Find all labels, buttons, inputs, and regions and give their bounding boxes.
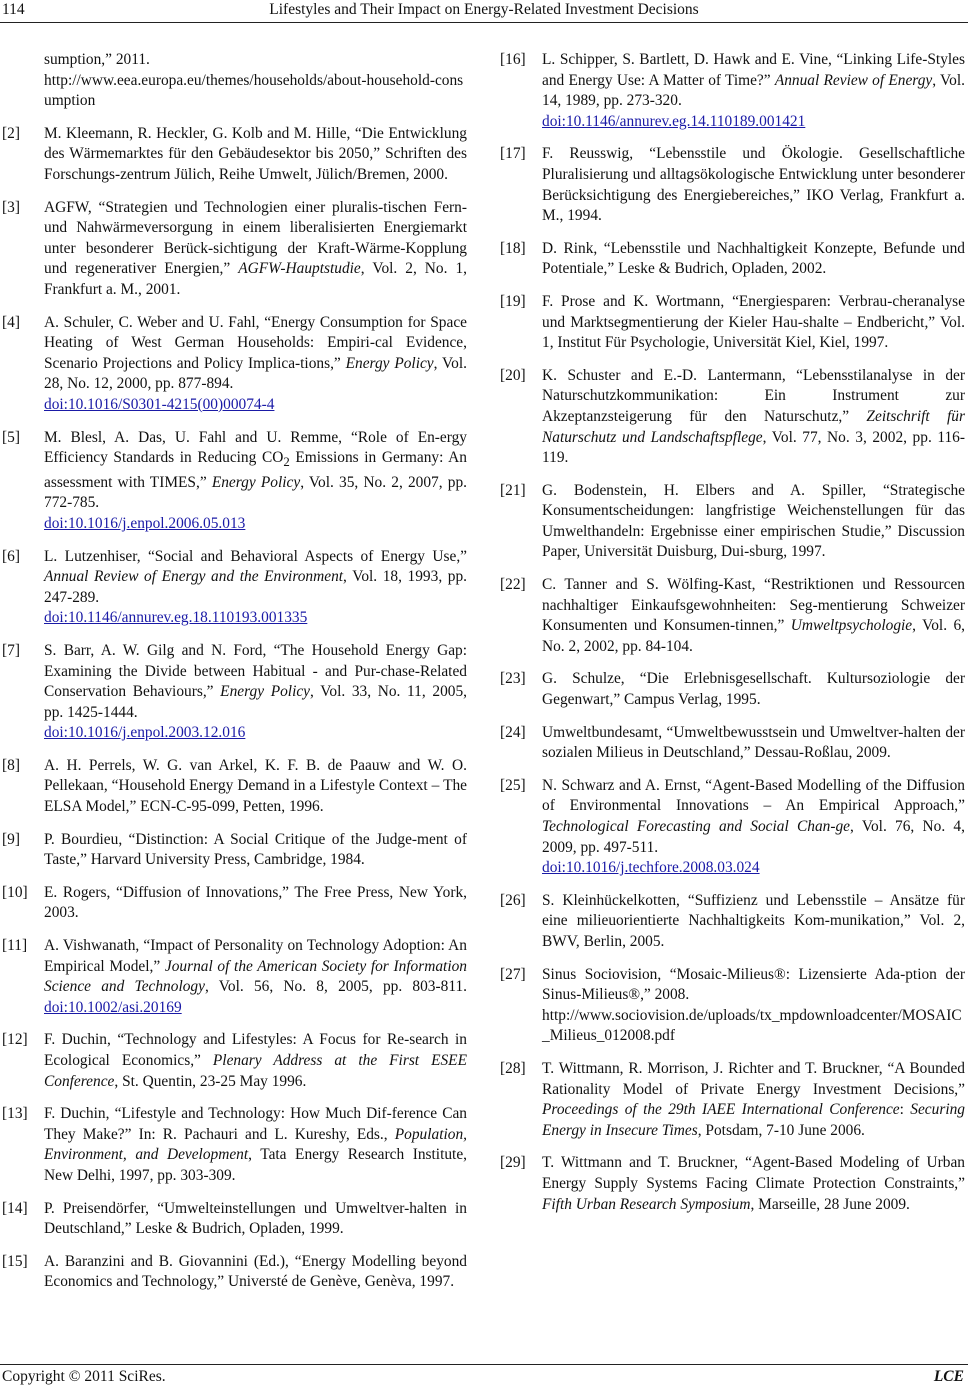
reference-number: [12] xyxy=(2,1031,28,1049)
reference-text xyxy=(542,776,965,858)
reference-source-title: Energy Policy xyxy=(211,473,301,491)
reference-text-segment: C. Tanner and S. Wölfing-Kast, “Restriktionen und Ressourcen nachhaltiger Einkaufsgewohnheiten: Seg-mentierung Schweizer Konsumenten und Konsumen-tinnen,” xyxy=(542,576,965,635)
reference-text xyxy=(542,239,965,280)
reference-text-segment: AGFW, “Strategien und Technologien einer pluralis-tischen Fern- und Nahwärmeversorgung in einem liberalisierten Energiemarkt unter besonderer Berück-sichtigung der Kraft-Wärme-Kopplung und regenerativer Energien,” xyxy=(44,198,467,278)
reference-text-segment: Umweltbundesamt, “Umweltbewusstsein und Umweltver-halten der sozialen Milieus in Deutschland,” Dessau-Roßlau, 2009. xyxy=(542,723,965,762)
reference-number: [3] xyxy=(2,198,20,216)
reference-source-title: Annual Review of Energy xyxy=(774,71,933,89)
reference-url[interactable]: http://www.sociovision.de/uploads/tx_mpdownloadcenter/MOSAIC_Milieus_012008.pdf xyxy=(542,1006,962,1045)
reference-item xyxy=(500,669,965,710)
reference-item xyxy=(2,124,467,186)
reference-number: [24] xyxy=(500,723,526,741)
reference-text xyxy=(44,1030,467,1092)
reference-text-segment: S. Kleinhückelkotten, “Suffizienz und Lebensstile – Ansätze für eine milieuorientierte Nachhaltigkeits Kom-munikation,” Vol. 2, BWV, Berlin, 2005. xyxy=(542,891,965,950)
reference-number: [14] xyxy=(2,1199,28,1217)
reference-source-title: Energy Policy xyxy=(345,354,434,372)
reference-text-segment: M. Kleemann, R. Heckler, G. Kolb and M. Hille, “Die Entwicklung des Wärmemarktes für den Gebäudesektor bis 2050,” Schriften des Forschungs-zentrum Jülich, Reihe Umwelt, Jülich/Bremen, 2000. xyxy=(44,124,467,183)
reference-source-title: Technological Forecasting and Social Chan-ge xyxy=(542,818,851,835)
reference-text-segment: Emissions in Germany: An assessment with TIMES,” xyxy=(44,449,467,491)
reference-item xyxy=(500,481,965,563)
reference-text-segment: T. Wittmann and T. Bruckner, “Agent-Based Modeling of Urban Energy Supply Systems Facing Climate Protection Constraints,” xyxy=(542,1154,965,1192)
doi-link[interactable]: doi:10.1016/j.techfore.2008.03.024 xyxy=(542,859,760,877)
reference-item xyxy=(2,1252,467,1293)
reference-text-segment: P. Preisendörfer, “Umwelteinstellungen und Umweltver-halten in Deutschland,” Leske & Budrich, Opladen, 1999. xyxy=(44,1199,467,1238)
reference-item xyxy=(500,239,965,280)
reference-text xyxy=(44,198,467,301)
reference-number: [22] xyxy=(500,576,526,594)
header-rule xyxy=(0,22,968,23)
reference-number: [2] xyxy=(2,124,20,142)
reference-text xyxy=(44,830,467,871)
reference-item xyxy=(2,1104,467,1186)
reference-text xyxy=(44,641,467,723)
page-header xyxy=(0,0,968,22)
reference-source-title: Plenary Address at the First ESEE Conference xyxy=(44,1052,467,1090)
reference-item xyxy=(2,756,467,818)
reference-number: [7] xyxy=(2,641,20,659)
reference-text-segment: D. Rink, “Lebensstile und Nachhaltigkeit Konzepte, Befunde und Potentiale,” Leske & Budrich, Opladen, 2002. xyxy=(542,239,965,278)
reference-source-title: Fifth Urban Research Symposium xyxy=(542,1195,751,1213)
reference-item xyxy=(500,723,965,764)
reference-number: [20] xyxy=(500,366,526,384)
reference-text-segment: A. Baranzini and B. Giovannini (Ed.), “Energy Modelling beyond Economics and Technology,” Universté de Genève, Genèva, 1997. xyxy=(44,1252,467,1291)
reference-item xyxy=(500,1059,965,1141)
reference-item xyxy=(500,776,965,879)
reference-text-segment: K. Schuster and E.-D. Lantermann, “Lebensstilanalyse in der Naturschutzkommunikation: Ein Instrument zur Akzeptanzsteigerung für den Naturschutz,” xyxy=(542,366,965,425)
reference-text xyxy=(44,1199,467,1240)
reference-text xyxy=(542,481,965,563)
left-column xyxy=(2,50,467,1305)
doi-link[interactable]: doi:10.1002/asi.20169 xyxy=(44,998,182,1016)
reference-item xyxy=(2,547,467,629)
reference-number: [15] xyxy=(2,1252,28,1270)
running-title: Lifestyles and Their Impact on Energy-Related Investment Decisions xyxy=(269,1,699,18)
reference-text xyxy=(542,1153,965,1215)
reference-source-subtitle: Securing Energy in Insecure Times xyxy=(542,1101,965,1139)
reference-source-title: Zeitschrift für Naturschutz und Landschaftspflege xyxy=(542,407,965,446)
reference-item xyxy=(2,198,467,301)
reference-text-segment: , Potsdam, 7-10 June 2006. xyxy=(697,1121,865,1139)
reference-item xyxy=(2,1199,467,1240)
doi-link[interactable]: doi:10.1016/j.enpol.2003.12.016 xyxy=(44,724,246,742)
reference-text-segment: , Tata Energy Research Institute, New Delhi, 1997, pp. 303-309. xyxy=(44,1146,467,1184)
reference-source-title: Umweltpsychologie xyxy=(790,617,913,635)
reference-number: [17] xyxy=(500,145,526,163)
reference-item xyxy=(500,292,965,354)
reference-item xyxy=(2,936,467,1018)
reference-text-segment: , Vol. 33, No. 11, 2005, pp. 1425-1444. xyxy=(44,683,468,721)
journal-abbrev: LCE xyxy=(933,1368,964,1385)
reference-text xyxy=(44,428,467,514)
reference-number: [10] xyxy=(2,883,28,901)
right-reference-list xyxy=(500,50,965,1215)
doi-link[interactable]: doi:10.1146/annurev.eg.18.110193.001335 xyxy=(44,609,308,627)
reference-text-segment: M. Blesl, A. Das, U. Fahl and U. Remme, “Role of En-ergy Efficiency Standards in Reducing CO xyxy=(44,428,467,467)
reference-item xyxy=(2,641,467,744)
reference-item xyxy=(500,891,965,953)
reference-text-segment: P. Bourdieu, “Distinction: A Social Critique of the Judge-ment of Taste,” Harvard University Press, Cambridge, 1984. xyxy=(44,830,467,869)
reference-text-segment: T. Wittmann, R. Morrison, J. Richter and T. Bruckner, “A Bounded Rationality Model of Private Energy Investment Decisions,” xyxy=(542,1059,965,1098)
reference-number: [6] xyxy=(2,547,20,565)
reference-number: [29] xyxy=(500,1154,526,1172)
reference-number: [27] xyxy=(500,965,526,983)
reference-text xyxy=(44,756,467,818)
reference-text-segment: : xyxy=(899,1101,911,1119)
reference-item xyxy=(2,428,467,535)
reference-text-segment: A. Schuler, C. Weber and U. Fahl, “Energy Consumption for Space Heating of West German Households: Empiri-cal Evidence, Scenario Projections and Policy Implica-tions,” xyxy=(44,313,467,372)
reference-text xyxy=(542,965,965,1006)
reference-item xyxy=(500,1153,965,1215)
reference-number: [19] xyxy=(500,292,526,310)
reference-number: [21] xyxy=(500,481,526,499)
reference-item xyxy=(2,830,467,871)
reference-text xyxy=(44,313,467,395)
reference-number: [23] xyxy=(500,670,526,688)
reference-number: [26] xyxy=(500,891,526,909)
reference-number: [8] xyxy=(2,756,20,774)
reference-text xyxy=(542,1059,965,1141)
reference-item xyxy=(500,965,965,1047)
reference-text-segment: A. H. Perrels, W. G. van Arkel, K. F. B. de Paauw and W. O. Pellekaan, “Household Energy Demand in a Lifestyle Context – The ELSA Model,” ECN-C-95-099, Petten, 1996. xyxy=(44,756,467,816)
reference-number: [18] xyxy=(500,239,526,257)
doi-link[interactable]: doi:10.1146/annurev.eg.14.110189.001421 xyxy=(542,112,806,130)
reference-number: [13] xyxy=(2,1105,28,1123)
right-column xyxy=(500,50,965,1227)
reference-text-segment: F. Duchin, “Lifestyle and Technology: How Much Dif-ference Can They Make?” In: R. Pachauri and L. Kureshy, Eds., xyxy=(44,1105,467,1143)
reference-text-segment: G. Schulze, “Die Erlebnisgesellschaft. Kultursoziologie der Gegenwart,” Campus Verlag, 1995. xyxy=(542,670,965,709)
reference-item xyxy=(2,883,467,924)
reference-text-segment: , Vol. 2, No. 1, Frankfurt a. M., 2001. xyxy=(44,260,468,298)
reference-text-segment: , Vol. 77, No. 3, 2002, pp. 116-119. xyxy=(542,428,965,467)
reference-text-segment: , Vol. 76, No. 4, 2009, pp. 497-511. xyxy=(542,818,965,856)
reference-text-segment: , Vol. 18, 1993, pp. 247-289. xyxy=(44,568,467,606)
reference-number: [11] xyxy=(2,937,28,955)
reference-source-title: AGFW-Hauptstudie xyxy=(238,260,361,278)
reference-text-segment: F. Prose and K. Wortmann, “Energiesparen: Verbrau-cheranalyse und Marktsegmentierung der Kieler Hau-shalte – Endbericht,” Vol. 1, Institut Für Psychologie, Universität Kiel, Kiel, 1997. xyxy=(542,292,965,352)
page-footer xyxy=(0,1364,968,1386)
reference-item xyxy=(500,366,965,469)
reference-text xyxy=(44,547,467,609)
reference-source-title: Journal of the American Society for Information Science and Technology xyxy=(44,957,467,996)
reference-text-segment: Sinus Sociovision, “Mosaic-Milieus®: Lizensierte Ada-ption der Sinus-Milieus®,” 2008. xyxy=(542,965,965,1004)
reference-item xyxy=(500,575,965,657)
reference-1-continuation xyxy=(2,50,467,112)
reference-text-segment: G. Bodenstein, H. Elbers and A. Spiller, “Strategische Konsumentscheidungen: langfristige Weichenstellungen für das Umwelthandeln: Ergebnisse einer empirischen Studie,” Discussion Paper, Universität Duisburg, Dui-sburg, 1997. xyxy=(542,481,965,561)
reference-text xyxy=(542,891,965,953)
reference-text: sumption,” 2011. xyxy=(44,51,150,68)
reference-text xyxy=(542,144,965,226)
reference-text xyxy=(44,1104,467,1186)
reference-url[interactable]: http://www.eea.europa.eu/themes/households/about-household-consumption xyxy=(44,71,464,110)
reference-number: [4] xyxy=(2,313,20,331)
reference-text xyxy=(542,669,965,710)
reference-number: [28] xyxy=(500,1059,526,1077)
reference-text xyxy=(542,50,965,112)
reference-text-segment: A. Vishwanath, “Impact of Personality on Technology Adoption: An Empirical Model,” xyxy=(44,937,467,975)
reference-item xyxy=(500,50,965,132)
reference-number: [25] xyxy=(500,776,526,794)
reference-text-segment: , Vol. 6, No. 2, 2002, pp. 84-104. xyxy=(542,617,965,655)
reference-item xyxy=(500,144,965,226)
reference-text xyxy=(542,723,965,764)
reference-text-segment: , St. Quentin, 23-25 May 1996. xyxy=(114,1072,307,1090)
reference-text-segment: E. Rogers, “Diffusion of Innovations,” The Free Press, New York, 2003. xyxy=(44,883,467,922)
reference-number: [9] xyxy=(2,830,20,848)
reference-source-title: Population, Environment, and Development xyxy=(44,1125,467,1164)
page-number: 114 xyxy=(2,1,25,18)
left-reference-list xyxy=(2,124,467,1293)
reference-text xyxy=(44,883,467,924)
reference-text-segment: , Vol. 35, No. 2, 2007, pp. 772-785. xyxy=(44,473,468,512)
doi-link[interactable]: doi:10.1016/S0301-4215(00)00074-4 xyxy=(44,395,275,413)
reference-text-segment: , Marseille, 28 June 2009. xyxy=(750,1195,910,1213)
copyright: Copyright © 2011 SciRes. xyxy=(2,1368,166,1385)
reference-text-segment: S. Barr, A. W. Gilg and N. Ford, “The Household Energy Gap: Examining the Divide between Habitual - and Pur-chase-Related Conservation Behaviours,” xyxy=(44,641,467,701)
reference-text-segment: F. Reusswig, “Lebensstile und Ökologie. Gesellschaftliche Pluralisierung und alltagsökologische Entwicklung unter besonderer Berücksichtigung des Energiebereiches,” IKO Verlag, Frankfurt a. M., 1994. xyxy=(542,145,965,225)
reference-text-segment: L. Lutzenhiser, “Social and Behavioral Aspects of Energy Use,” xyxy=(44,547,467,565)
reference-text xyxy=(542,292,965,354)
reference-source-title: Proceedings of the 29th IAEE International Conference xyxy=(542,1101,900,1119)
footer-rule xyxy=(0,1364,968,1365)
reference-text-segment: , Vol. 28, No. 12, 2000, pp. 877-894. xyxy=(44,354,467,393)
reference-text-segment: , Vol. 56, No. 8, 2005, pp. 803-811. xyxy=(204,978,467,996)
doi-link[interactable]: doi:10.1016/j.enpol.2006.05.013 xyxy=(44,514,246,532)
reference-text-segment: L. Schipper, S. Bartlett, D. Hawk and E. Vine, “Linking Life-Styles and Energy Use: A Matter of Time?” xyxy=(542,51,965,89)
reference-number: [16] xyxy=(500,51,526,68)
reference-source-title: Energy Policy xyxy=(220,683,311,701)
reference-text xyxy=(44,1252,467,1293)
reference-text xyxy=(44,936,467,1018)
subscript: 2 xyxy=(283,455,290,470)
reference-text xyxy=(542,575,965,657)
reference-source-title: Annual Review of Energy and the Environment xyxy=(44,568,344,586)
reference-number: [5] xyxy=(2,428,20,446)
reference-text-segment: F. Duchin, “Technology and Lifestyles: A Focus for Re-search in Ecological Economics,” xyxy=(44,1031,467,1070)
reference-item xyxy=(2,1030,467,1092)
reference-item xyxy=(2,313,467,416)
reference-text xyxy=(44,124,467,186)
reference-text-segment: N. Schwarz and A. Ernst, “Agent-Based Modelling of the Diffusion of Environmental Innovations – An Empirical Approach,” xyxy=(542,776,965,815)
reference-text-segment: , Vol. 14, 1989, pp. 273-320. xyxy=(542,71,965,110)
reference-text xyxy=(542,366,965,469)
